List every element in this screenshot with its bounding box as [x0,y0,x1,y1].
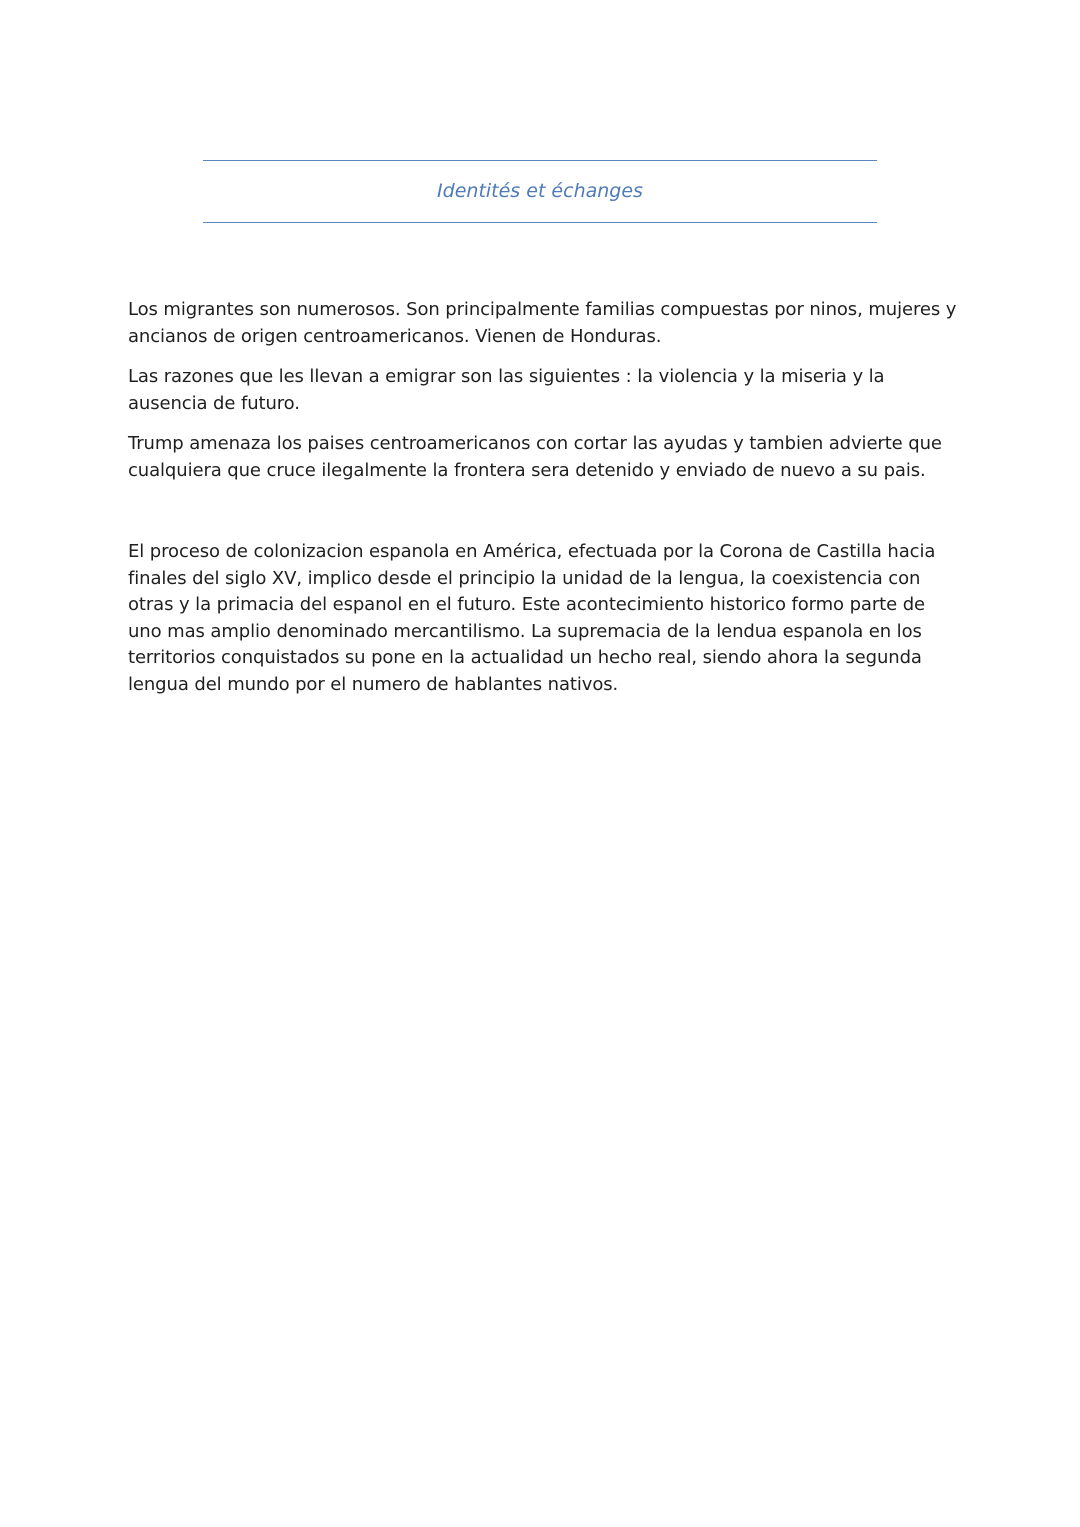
text-block-migrants [128,297,958,498]
header-bottom-rule [203,222,877,223]
page-header [203,160,877,224]
paragraph-colonization: El proceso de colonizacion espanola en América, efectuada por la Corona de Castilla hacia finales del siglo XV, implico desde el principio la unidad de la lengua, la coexistencia con otras y la primacia del espanol en el futuro. Este acontecimiento historico formo parte de uno mas amplio denominado mercantilismo. La supremacia de la lendua espanola en los territorios conquistados su pone en la actualidad un hecho real, siendo ahora la segunda lengua del mundo por el numero de hablantes nativos. [128,541,936,695]
text-block-colonization [128,539,958,698]
header-title: Identités et échanges [437,180,643,202]
header-top-rule [203,160,877,161]
paragraph-reasons: Las razones que les llevan a emigrar son las siguientes : la violencia y la miseria y la ausencia de futuro. [128,366,885,414]
paragraph-trump: Trump amenaza los paises centroamericanos con cortar las ayudas y tambien advierte que cualquiera que cruce ilegalmente la frontera sera detenido y enviado de nuevo a su pais. [128,433,942,481]
paragraph-migrants: Los migrantes son numerosos. Son principalmente familias compuestas por ninos, mujeres y ancianos de origen centroamericanos. Vienen de Honduras. [128,299,957,347]
